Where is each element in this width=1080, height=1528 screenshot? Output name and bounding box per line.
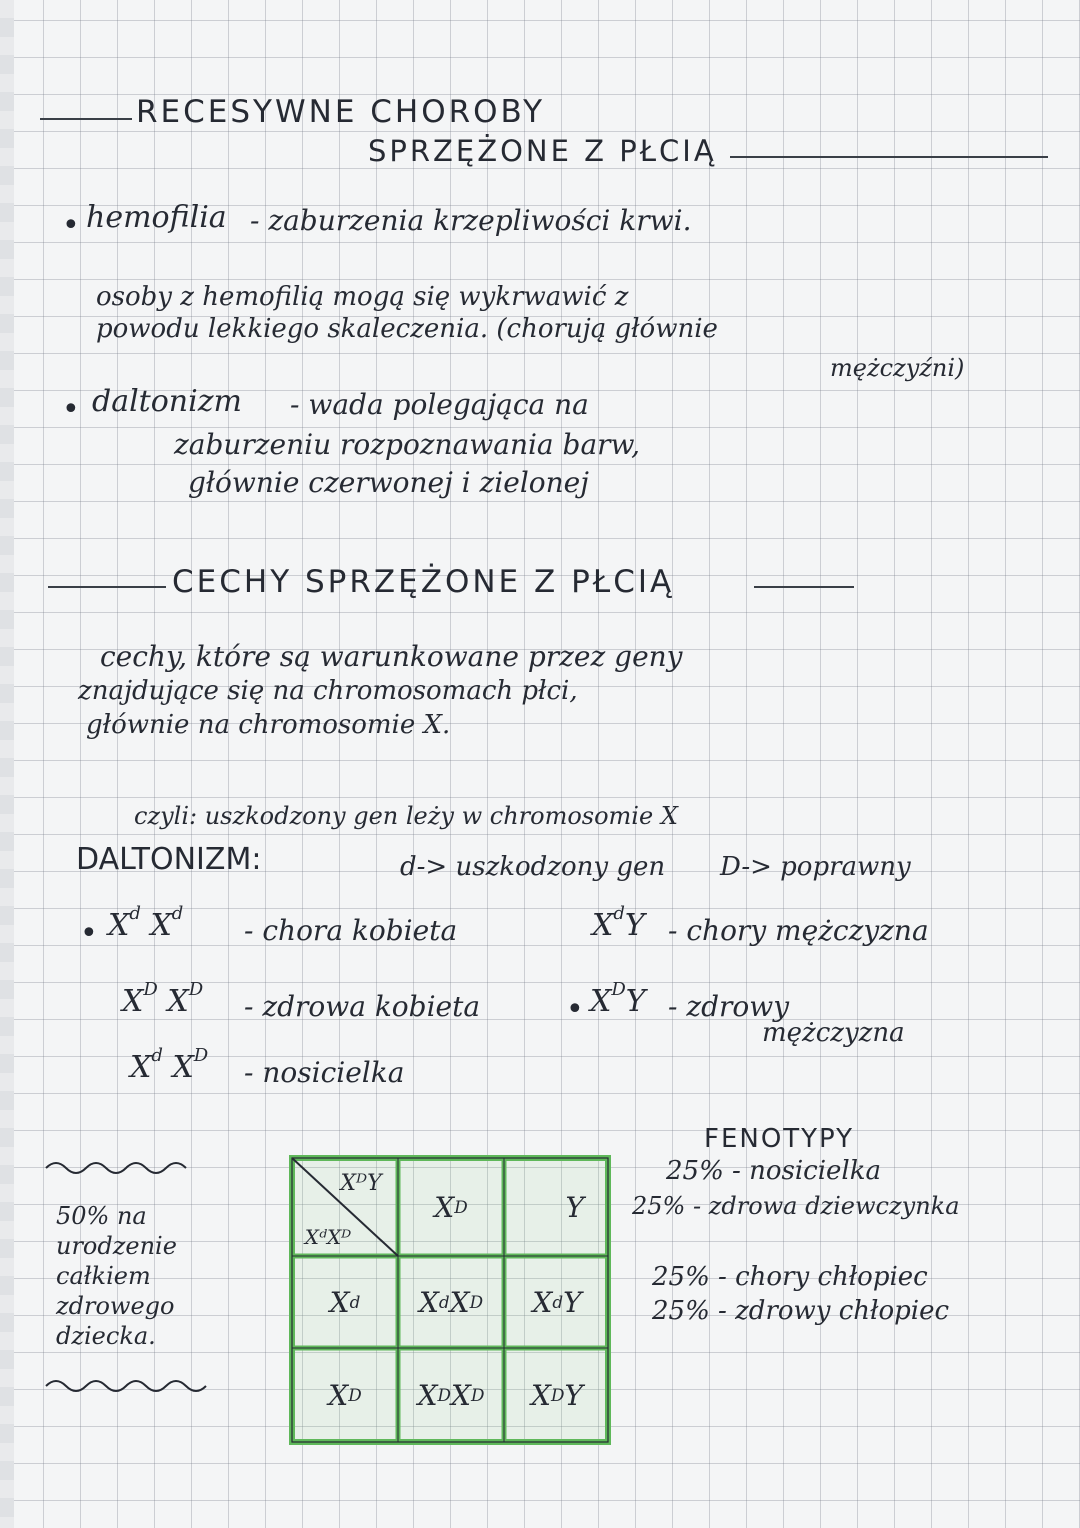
- term-hemofilia: hemofilia: [86, 200, 227, 235]
- daltonizm-def-line1: - wada polegająca na: [290, 388, 589, 421]
- bullet: •: [80, 916, 98, 951]
- bullet: •: [566, 992, 584, 1027]
- daltonizm-def-line2: zaburzeniu rozpoznawania barw,: [174, 428, 641, 461]
- term-daltonizm: daltonizm: [92, 384, 242, 419]
- legend-correct-gene: D-> poprawny: [720, 852, 911, 882]
- heading-sex-linked-traits: CECHY SPRZĘŻONE Z PŁCIĄ: [172, 564, 675, 600]
- hemofilia-note-line3: mężczyźni): [830, 354, 965, 382]
- squiggle-bottom: [44, 1372, 214, 1398]
- punnett-row1-header: X d: [329, 1285, 361, 1319]
- genotype-xdxD: $X^d$ $X^D$: [130, 1044, 209, 1085]
- punnett-corner-mother: XᵈXᴰ: [304, 1225, 352, 1249]
- side-note-line4: zdrowego: [56, 1292, 175, 1320]
- desc-healthy-man-line1: - zdrowy: [668, 990, 790, 1023]
- punnett-header-xD: X D: [434, 1190, 468, 1224]
- side-note-line3: całkiem: [56, 1262, 151, 1290]
- cechy-line2: znajdujące się na chromosomach płci,: [78, 676, 578, 706]
- desc-carrier: - nosicielka: [244, 1056, 405, 1089]
- desc-sick-man: - chory mężczyzna: [668, 914, 929, 947]
- bullet: •: [62, 392, 80, 427]
- genotype-xdy: $X^dY$: [592, 902, 645, 943]
- bullet: •: [62, 208, 80, 243]
- heading2-rule-left: [48, 586, 166, 588]
- fenotyp-carrier: 25% - nosicielka: [666, 1156, 881, 1186]
- squiggle-top: [44, 1156, 194, 1176]
- binding-edge: [0, 0, 14, 1528]
- heading-rule-right: [730, 156, 1048, 158]
- genotype-xDy: $X^DY$: [590, 978, 646, 1019]
- fenotyp-healthy-boy: 25% - zdrowy chłopiec: [652, 1296, 950, 1326]
- hemofilia-definition: - zaburzenia krzepliwości krwi.: [250, 204, 692, 237]
- legend-damaged-gene: d-> uszkodzony gen: [400, 852, 666, 882]
- desc-sick-woman: - chora kobieta: [244, 914, 458, 947]
- cechy-line1: cechy, które są warunkowane przez geny: [100, 640, 683, 673]
- cechy-line3: głównie na chromosomie X.: [86, 710, 451, 740]
- side-note-line2: urodzenie: [56, 1232, 177, 1260]
- punnett-cell-xDxD: X D X D: [417, 1378, 485, 1412]
- heading-rule-left: [40, 118, 132, 120]
- punnett-header-y: Y: [565, 1190, 584, 1224]
- heading2-rule-right: [754, 586, 854, 588]
- daltonizm-def-line3: głównie czerwonej i zielonej: [188, 466, 589, 499]
- punnett-cell-xdy: X d Y: [532, 1285, 582, 1319]
- punnett-cell-xdxD: X d X D: [418, 1285, 484, 1319]
- czyli-line: czyli: uszkodzony gen leży w chromosomie X: [134, 802, 678, 830]
- fenotyp-sick-boy: 25% - chory chłopiec: [652, 1262, 928, 1292]
- side-note-line1: 50% na: [56, 1202, 147, 1230]
- heading-recessive-diseases: RECESYWNE CHOROBY: [136, 94, 546, 130]
- daltonizm-label: DALTONIZM:: [76, 842, 262, 877]
- fenotypy-title: FENOTYPY: [704, 1124, 855, 1154]
- hemofilia-note-line1: osoby z hemofilią mogą się wykrwawić z: [96, 282, 629, 312]
- hemofilia-note-line2: powodu lekkiego skaleczenia. (chorują głównie: [96, 314, 718, 344]
- punnett-corner-father: XᴰY: [340, 1170, 382, 1196]
- heading-sex-linked: SPRZĘŻONE Z PŁCIĄ: [368, 134, 717, 168]
- genotype-xDxD: $X^D$ $X^D$: [122, 978, 204, 1019]
- desc-healthy-woman: - zdrowa kobieta: [244, 990, 481, 1023]
- fenotyp-healthy-girl: 25% - zdrowa dziewczynka: [632, 1192, 960, 1220]
- genotype-xdxd: $X^d$ $X^d$: [108, 902, 184, 943]
- punnett-cell-xDy: X D Y: [531, 1378, 583, 1412]
- desc-healthy-man-line2: mężczyzna: [762, 1018, 905, 1048]
- punnett-row2-header: X D: [328, 1378, 362, 1412]
- side-note-line5: dziecka.: [56, 1322, 156, 1350]
